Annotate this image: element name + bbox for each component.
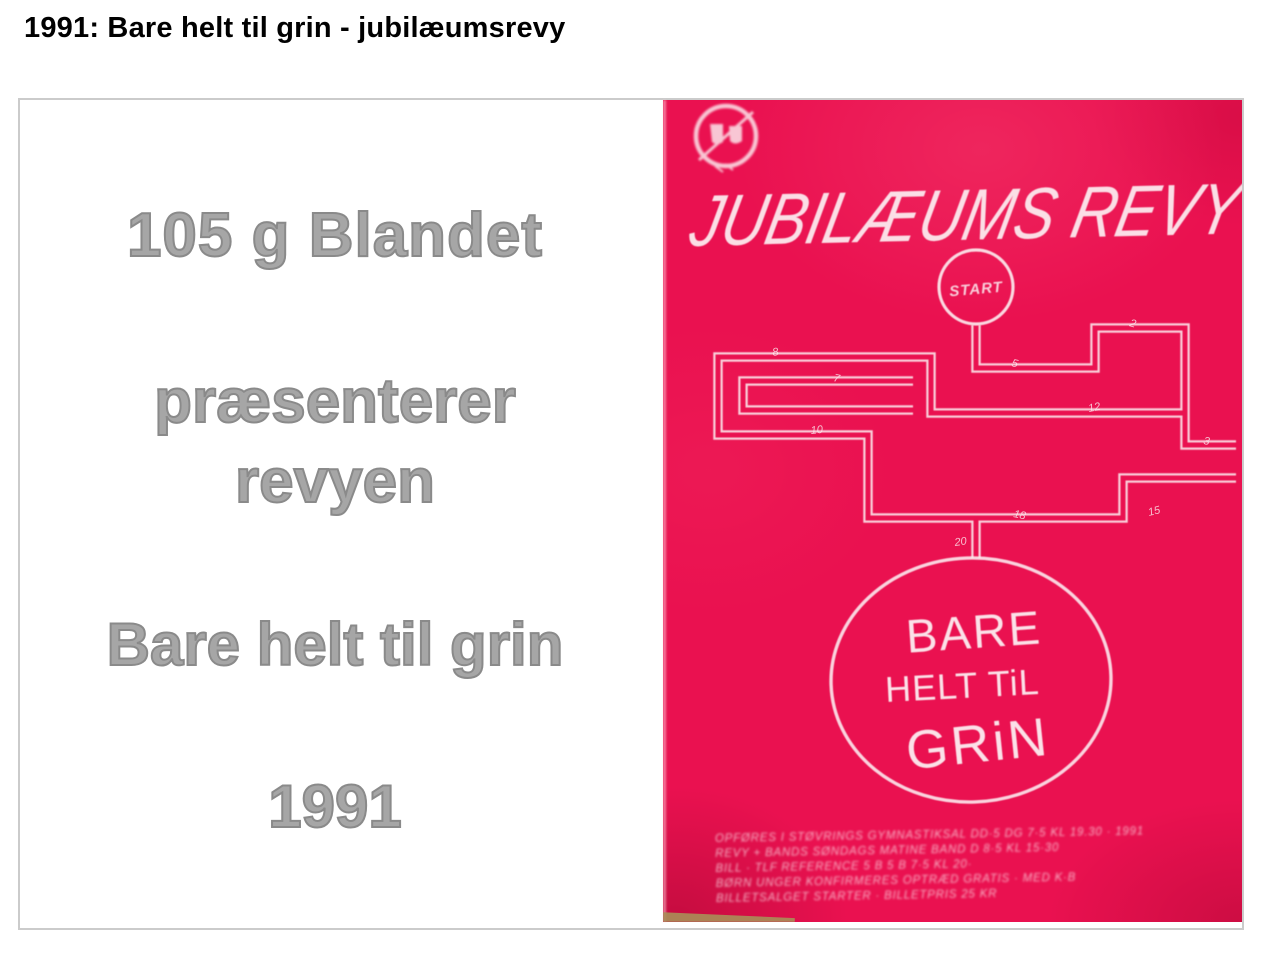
- path-number: 7: [832, 372, 841, 386]
- path-number: 2: [1128, 317, 1138, 331]
- theatre-logo-icon: [696, 106, 756, 172]
- start-circle: [939, 250, 1013, 324]
- path-number: 3: [1202, 435, 1211, 449]
- path-number: 12: [1087, 400, 1102, 415]
- fine-print-line: BØRN UNGER KONFIRMERES OPTRÆD GRATIS · MED K·B: [715, 871, 1077, 890]
- fine-print-line: BILLETSALGET STARTER · BILLETPRIS 25 KR: [715, 888, 998, 905]
- poster-photo: [663, 100, 1242, 922]
- path-number: 8: [771, 346, 780, 359]
- slide-line-blandet: 105 g Blandet: [126, 201, 544, 270]
- path-number: 15: [1146, 504, 1162, 519]
- poster-art: [663, 100, 1242, 922]
- content-frame: [18, 98, 1244, 930]
- start-label: START: [948, 278, 1004, 301]
- page-title: 1991: Bare helt til grin - jubilæumsrevy: [24, 12, 566, 44]
- fine-print-line: BILL · TLF REFERENCE 5 B 5 B 7·5 KL 20·: [715, 858, 973, 875]
- slide-line-praesenterer: præsenterer: [154, 367, 516, 436]
- path-number: 18: [1012, 508, 1027, 523]
- fine-print: [715, 826, 1145, 905]
- path-number: 20: [953, 535, 968, 549]
- slide-panel: [20, 100, 665, 928]
- svg-text:JUBILÆUMS REVY: JUBILÆUMS REVY: [683, 168, 1205, 262]
- fine-print-line: REVY + BANDS SØNDAGS MATINE BAND D 8·5 KL 15·30: [715, 841, 1060, 860]
- slide-line-title: Bare helt til grin: [106, 611, 564, 678]
- path-number: 5: [1010, 357, 1020, 371]
- poster-title: [683, 167, 1242, 261]
- slide-line-revyen: revyen: [235, 447, 435, 516]
- path-number: 10: [810, 423, 824, 437]
- maze-path: [718, 325, 1236, 558]
- fine-print-line: OPFØRES I STØVRINGS GYMNASTIKSAL DD·5 DG 7·5 KL 19.30 · 1991: [714, 825, 1145, 845]
- finish-line-2: HELT TiL: [884, 660, 1041, 711]
- finish-line-3: GRiN: [903, 706, 1053, 782]
- slide-line-year: 1991: [268, 773, 402, 840]
- finish-circle: [827, 553, 1115, 807]
- finish-line-1: BARE: [904, 600, 1044, 663]
